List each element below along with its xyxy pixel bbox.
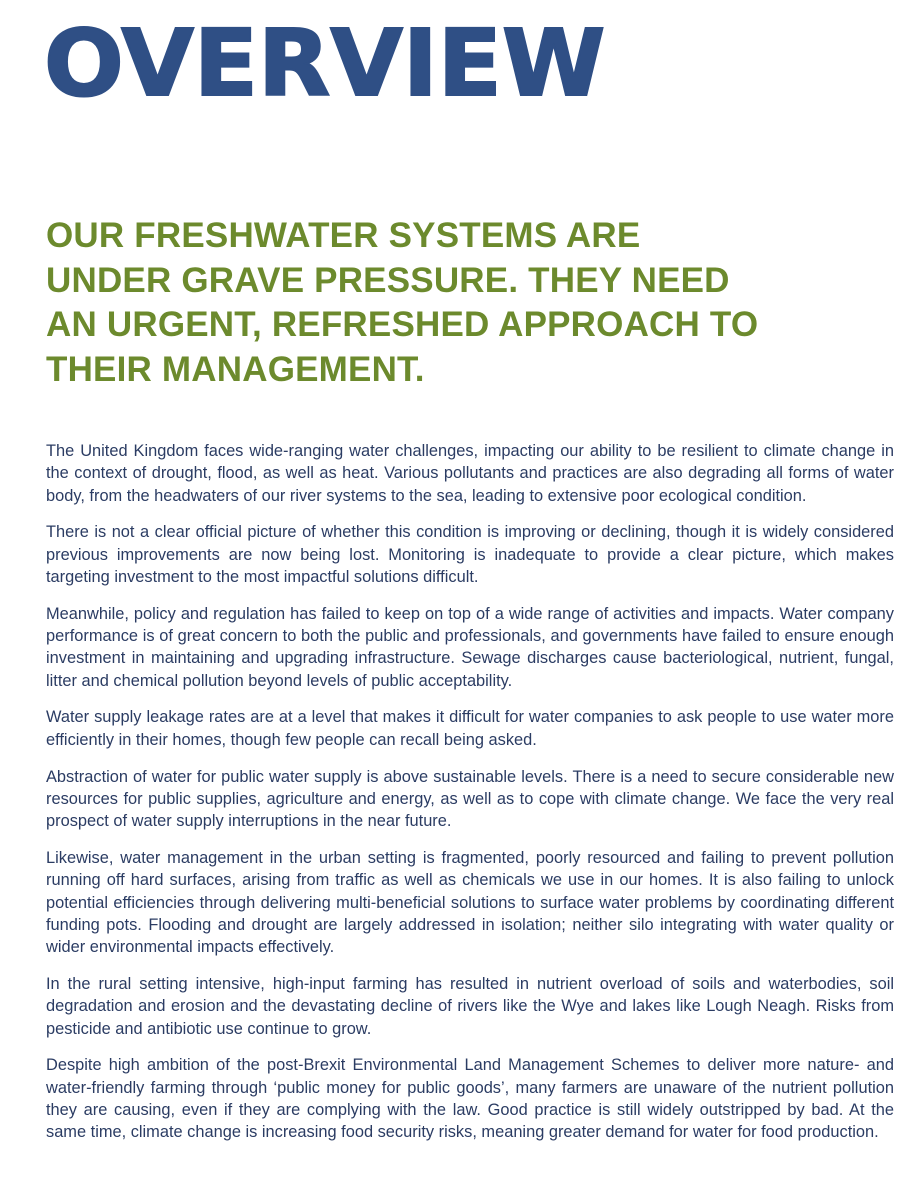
paragraph: Water supply leakage rates are at a level that makes it difficult for water companies to ask people to use water more efficiently in their homes, though few people can recall being asked. <box>46 708 894 749</box>
headline-line: UNDER GRAVE PRESSURE. THEY NEED <box>46 260 730 300</box>
paragraph: Likewise, water management in the urban setting is fragmented, poorly resourced and failing to prevent pollution running off hard surfaces, arising from traffic as well as chemicals we use in our homes. It is also failing to unlock potential efficiencies through delivering multi-beneficial solutions to surface water problems by coordinating different funding pots. Flooding and drought are largely addressed in isolation; neither silo integrating with water quality or wider environmental impacts effectively. <box>46 848 894 957</box>
headline-line: THEIR MANAGEMENT. <box>46 349 425 389</box>
paragraph: Abstraction of water for public water supply is above sustainable levels. There is a need to secure considerable new resources for public supplies, agriculture and energy, as well as to cope with climate change. We face the very real prospect of water supply interruptions in the near future. <box>46 767 894 831</box>
headline-line: AN URGENT, REFRESHED APPROACH TO <box>46 305 759 344</box>
headline <box>46 214 759 392</box>
paragraph: There is not a clear official picture of whether this condition is improving or declining, though it is widely considered previous improvements are now being lost. Monitoring is inadequate to provide a clear picture, which makes targeting investment to the most impactful solutions difficult. <box>46 523 894 586</box>
paragraph: Meanwhile, policy and regulation has failed to keep on top of a wide range of activities and impacts. Water company performance is of great concern to both the public and professionals, and governments have failed to ensure enough investment in maintaining and upgrading infrastructure. Sewage discharges cause bacteriological, nutrient, fungal, litter and chemical pollution beyond levels of public acceptability. <box>46 604 894 690</box>
paragraph: The United Kingdom faces wide-ranging water challenges, impacting our ability to be resilient to climate change in the context of drought, flood, as well as heat. Various pollutants and practices are also degrading all forms of water body, from the headwaters of our river systems to the sea, leading to extensive poor ecological condition. <box>46 442 894 505</box>
paragraph: In the rural setting intensive, high-input farming has resulted in nutrient overload of soils and waterbodies, soil degradation and erosion and the devastating decline of rivers like the Wye and lakes like Lough Neagh. Risks from pesticide and antibiotic use continue to grow. <box>46 974 894 1038</box>
page-title: OVERVIEW <box>44 10 606 117</box>
paragraph: Despite high ambition of the post-Brexit Environmental Land Management Schemes to deliver more nature- and water-friendly farming through ‘public money for public goods’, many farmers are unaware of the nutrient pollution they are causing, even if they are complying with the law. Good practice is still widely outstripped by bad. At the same time, climate change is increasing food security risks, meaning greater demand for water for food production. <box>46 1056 894 1142</box>
body-text <box>46 440 894 1158</box>
headline-line: OUR FRESHWATER SYSTEMS ARE <box>46 216 641 255</box>
